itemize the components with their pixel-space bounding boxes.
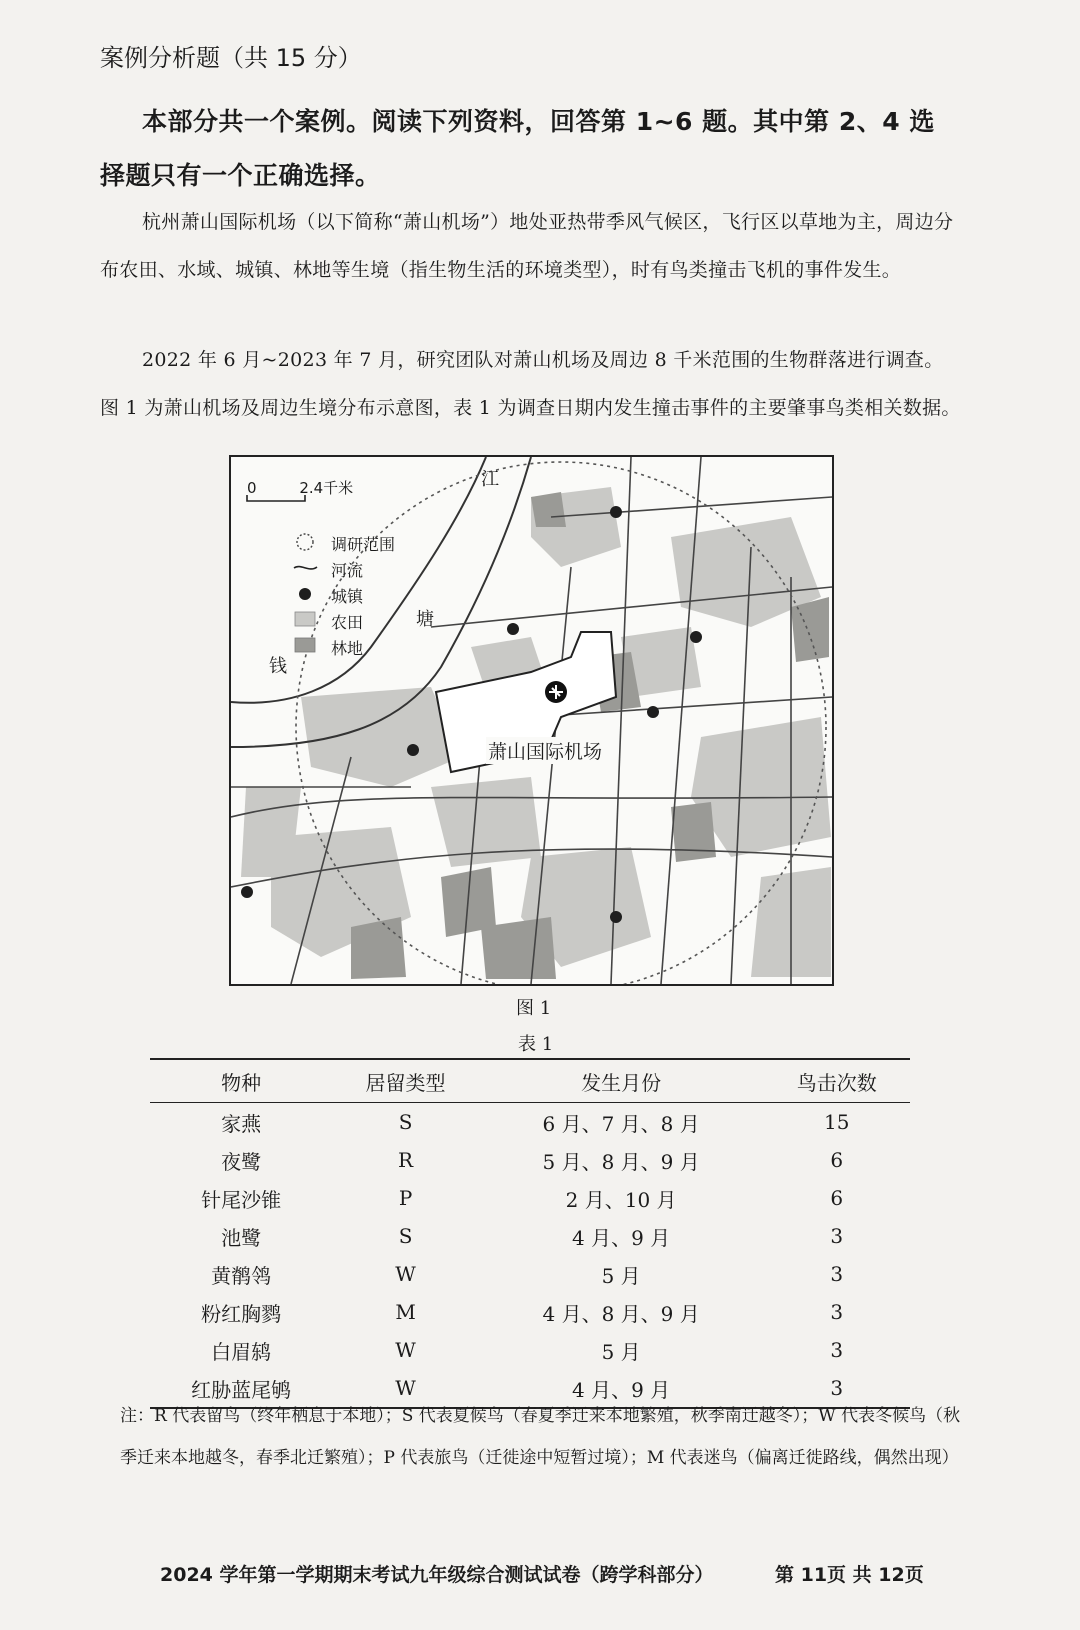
farmland-swatch-icon bbox=[295, 612, 315, 626]
header-residency: 居留类型 bbox=[332, 1059, 479, 1103]
cell-strikes: 3 bbox=[830, 1224, 844, 1248]
footer-page-number: 第 11页 共 12页 bbox=[775, 1564, 924, 1586]
legend-river: 河流 bbox=[331, 560, 364, 580]
cell-strikes: 3 bbox=[830, 1338, 844, 1362]
table-row bbox=[150, 1103, 910, 1142]
dotted-circle-icon bbox=[297, 534, 313, 550]
cell-months: 6 月、7 月、8 月 bbox=[542, 1111, 700, 1136]
cell-residency: M bbox=[395, 1300, 416, 1324]
table-row bbox=[150, 1217, 910, 1255]
river-line-icon bbox=[294, 567, 317, 569]
cell-strikes: 6 bbox=[830, 1186, 844, 1210]
footer-exam-title: 2024 学年第一学期期末考试九年级综合测试试卷（跨学科部分） bbox=[160, 1564, 714, 1586]
figure-1-map bbox=[229, 455, 834, 986]
cell-residency: W bbox=[332, 1369, 479, 1408]
town-dot bbox=[690, 631, 702, 643]
town-dot-icon bbox=[299, 588, 311, 600]
cell-months: 4 月、9 月 bbox=[479, 1369, 764, 1408]
cell-residency: W bbox=[395, 1338, 416, 1362]
map-legend bbox=[331, 530, 395, 660]
table-row bbox=[150, 1293, 910, 1331]
river-char-qian: 钱 bbox=[269, 656, 287, 677]
cell-species: 家燕 bbox=[221, 1111, 262, 1136]
cell-strikes: 3 bbox=[830, 1262, 844, 1286]
forest-swatch-icon bbox=[295, 638, 315, 652]
table-row bbox=[150, 1255, 910, 1293]
header-months: 发生月份 bbox=[479, 1059, 764, 1103]
river-char-tang: 塘 bbox=[416, 609, 434, 630]
cell-months: 5 月 bbox=[601, 1339, 641, 1364]
legend-survey-range: 调研范围 bbox=[331, 534, 396, 554]
cell-species: 池鹭 bbox=[221, 1225, 262, 1250]
cell-months: 5 月、8 月、9 月 bbox=[542, 1149, 700, 1174]
cell-species: 白眉鸫 bbox=[211, 1339, 272, 1364]
cell-residency: W bbox=[395, 1262, 416, 1286]
cell-residency: R bbox=[398, 1148, 414, 1172]
legend-forest: 林地 bbox=[331, 638, 364, 658]
airport-label: 萧山国际机场 bbox=[486, 737, 604, 764]
paragraph-survey-description: 2022 年 6 月~2023 年 7 月，研究团队对萧山机场及周边 8 千米范围的生物群落进行调查。图 1 为萧山机场及周边生境分布示意图，表 1 为调查日期内发生撞击事件的主要肇事鸟类相关数据。 bbox=[100, 349, 961, 419]
legend-symbols bbox=[294, 534, 317, 652]
town-dot bbox=[407, 744, 419, 756]
paragraph-airport-description: 杭州萧山国际机场（以下简称“萧山机场”）地处亚热带季风气候区，飞行区以草地为主，周边分布农田、水域、城镇、林地等生境（指生物生活的环境类型），时有鸟类撞击飞机的事件发生。 bbox=[100, 211, 954, 281]
table-row bbox=[150, 1141, 910, 1179]
header-strikes: 鸟击次数 bbox=[763, 1059, 910, 1103]
cell-species: 夜鹭 bbox=[221, 1149, 262, 1174]
table-row bbox=[150, 1331, 910, 1369]
scale-distance: 2.4千米 bbox=[299, 479, 354, 497]
town-dot bbox=[647, 706, 659, 718]
cell-strikes: 15 bbox=[823, 1110, 850, 1134]
intro-instructions: 本部分共一个案例。阅读下列资料，回答第 1~6 题。其中第 2、4 选择题只有一个正确选择。 bbox=[100, 107, 935, 190]
cell-months: 5 月 bbox=[601, 1263, 641, 1288]
map-graphic bbox=[231, 457, 832, 984]
scale-zero: 0 bbox=[247, 479, 257, 497]
cell-strikes: 3 bbox=[830, 1300, 844, 1324]
cell-species: 粉红胸鹨 bbox=[201, 1301, 282, 1326]
legend-town: 城镇 bbox=[331, 586, 364, 606]
cell-months: 2 月、10 月 bbox=[565, 1187, 677, 1212]
town-dot bbox=[610, 911, 622, 923]
header-species: 物种 bbox=[150, 1059, 332, 1103]
cell-species: 红胁蓝尾鸲 bbox=[150, 1369, 332, 1408]
cell-species: 针尾沙锥 bbox=[201, 1187, 282, 1212]
cell-species: 黄鹡鸰 bbox=[211, 1263, 272, 1288]
table-header-row bbox=[150, 1059, 910, 1103]
cell-residency: S bbox=[398, 1224, 413, 1248]
table-row bbox=[150, 1179, 910, 1217]
town-dot bbox=[507, 623, 519, 635]
cell-strikes: 3 bbox=[763, 1369, 910, 1408]
table-caption: 表 1 bbox=[518, 1034, 554, 1055]
river-char-jiang: 江 bbox=[481, 469, 499, 490]
cell-residency: S bbox=[398, 1110, 413, 1134]
scale-labels bbox=[247, 477, 353, 498]
cell-months: 4 月、9 月 bbox=[572, 1225, 671, 1250]
table-note: 注：R 代表留鸟（终年栖息于本地）；S 代表夏候鸟（春夏季迁来本地繁殖，秋季南迁越冬）；W 代表冬候鸟（秋季迁来本地越冬，春季北迁繁殖）；P 代表旅鸟（迁徙途中短暂过境）；M 代表迷鸟（偏离迁徙路线，偶然出现） bbox=[120, 1406, 961, 1468]
section-title: 案例分析题（共 15 分） bbox=[100, 44, 362, 72]
airplane-icon bbox=[545, 681, 567, 703]
cell-months: 4 月、8 月、9 月 bbox=[542, 1301, 700, 1326]
town-dot bbox=[241, 886, 253, 898]
cell-residency: P bbox=[398, 1186, 413, 1210]
bird-strike-table bbox=[150, 1058, 910, 1409]
legend-farmland: 农田 bbox=[331, 612, 364, 632]
town-dot bbox=[610, 506, 622, 518]
figure-caption: 图 1 bbox=[516, 998, 552, 1019]
cell-strikes: 6 bbox=[830, 1148, 844, 1172]
